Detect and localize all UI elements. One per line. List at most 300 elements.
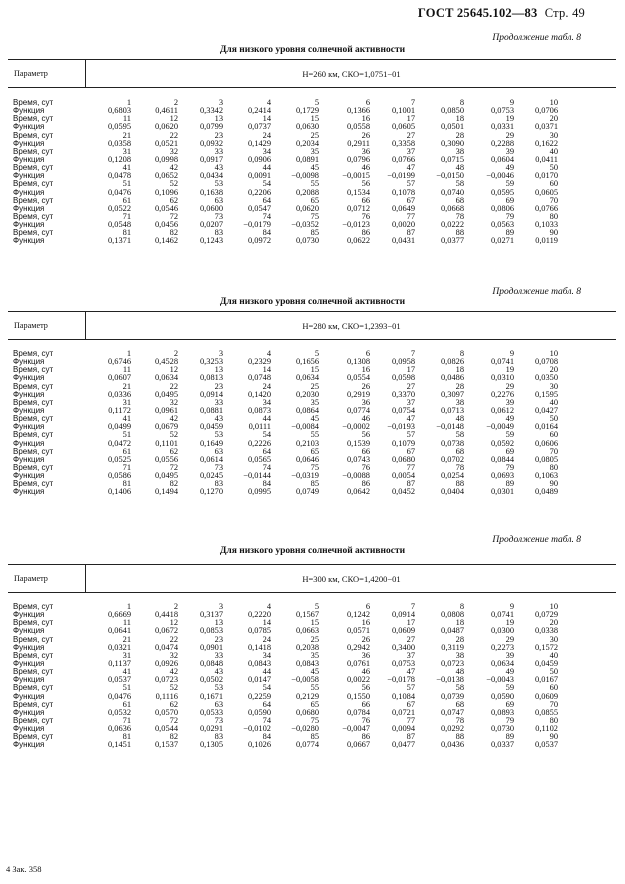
value-cell: 0,1243 <box>199 236 223 246</box>
value-cell: 0,0715 <box>440 154 464 164</box>
time-cell: 3 <box>218 602 223 611</box>
value-cell: 0,0708 <box>534 357 558 367</box>
value-cell: −0,0178 <box>387 675 415 685</box>
continuation-note-2: Продолжение табл. 8 <box>492 287 581 297</box>
time-cell: 80 <box>549 462 558 472</box>
time-cell: 24 <box>262 381 271 391</box>
row-label: Функция <box>13 487 45 497</box>
time-cell: 84 <box>262 732 271 742</box>
time-cell: 55 <box>310 683 319 693</box>
time-cell: 67 <box>406 195 415 205</box>
value-cell: 0,0222 <box>440 220 464 230</box>
time-cell: 28 <box>455 634 464 644</box>
time-cell: 74 <box>262 211 271 221</box>
time-cell: 22 <box>169 381 178 391</box>
time-cell: 83 <box>214 228 223 238</box>
row-label: Время, сут <box>13 114 54 124</box>
time-cell: 88 <box>455 732 464 742</box>
time-cell: 83 <box>214 479 223 489</box>
value-cell: 0,0917 <box>199 154 223 164</box>
time-cell: 17 <box>406 114 415 124</box>
value-cell: 0,1420 <box>247 389 271 399</box>
time-cell: 27 <box>406 130 415 140</box>
row-label: Время, сут <box>13 365 54 375</box>
time-cell: 77 <box>406 715 415 725</box>
time-cell: 11 <box>122 114 131 124</box>
time-cell: 86 <box>361 479 370 489</box>
time-cell: 48 <box>455 667 464 677</box>
value-cell: 0,0730 <box>295 236 319 246</box>
row-label: Функция <box>13 154 45 164</box>
value-cell: 0,0371 <box>534 122 558 132</box>
value-cell: 0,1406 <box>107 487 131 497</box>
time-cell: 53 <box>214 430 223 440</box>
value-cell: 0,0784 <box>346 707 370 717</box>
row-label: Функция <box>13 658 45 668</box>
value-cell: 0,0932 <box>199 138 223 148</box>
row-label: Функция <box>13 187 45 197</box>
time-cell: 30 <box>549 381 558 391</box>
value-cell: 0,0489 <box>534 487 558 497</box>
time-cell: 83 <box>214 732 223 742</box>
time-cell: 33 <box>214 397 223 407</box>
page-number: Стр. 49 <box>544 6 585 20</box>
row-label: Время, сут <box>13 430 54 440</box>
value-cell: 0,0679 <box>154 422 178 432</box>
value-cell: 0,4528 <box>154 357 178 367</box>
time-cell: 68 <box>455 195 464 205</box>
time-cell: 9 <box>509 98 514 107</box>
value-cell: 0,1671 <box>199 691 223 701</box>
value-cell: 0,3358 <box>391 138 415 148</box>
time-cell: 46 <box>361 667 370 677</box>
value-cell: 0,1649 <box>199 438 223 448</box>
row-label: Время, сут <box>13 98 54 107</box>
value-cell: 0,0604 <box>490 154 514 164</box>
time-cell: 1 <box>126 602 131 611</box>
value-cell: −0,0150 <box>436 171 464 181</box>
value-cell: −0,0084 <box>291 422 319 432</box>
value-cell: 0,0914 <box>199 389 223 399</box>
value-cell: 0,0761 <box>346 658 370 668</box>
row-label: Функция <box>13 122 45 132</box>
value-cell: 0,0605 <box>534 187 558 197</box>
time-cell: 85 <box>310 479 319 489</box>
time-cell: 20 <box>549 365 558 375</box>
row-label: Время, сут <box>13 228 54 238</box>
time-cell: 82 <box>169 479 178 489</box>
value-cell: 0,0796 <box>346 154 370 164</box>
value-cell: 0,0813 <box>199 373 223 383</box>
time-cell: 2 <box>173 98 178 107</box>
param-header: Параметр <box>8 60 86 87</box>
value-cell: 0,0595 <box>490 187 514 197</box>
value-cell: 0,0844 <box>490 454 514 464</box>
value-cell: 0,2226 <box>247 438 271 448</box>
time-cell: 61 <box>122 195 131 205</box>
time-cell: 84 <box>262 479 271 489</box>
time-cell: 90 <box>549 479 558 489</box>
time-cell: 41 <box>122 163 131 173</box>
value-cell: 0,0600 <box>199 203 223 213</box>
time-cell: 76 <box>361 715 370 725</box>
value-cell: 0,2414 <box>247 106 271 116</box>
time-cell: 33 <box>214 146 223 156</box>
value-cell: −0,0179 <box>243 220 271 230</box>
value-cell: 0,0753 <box>391 658 415 668</box>
value-cell: 0,0091 <box>247 171 271 181</box>
time-cell: 41 <box>122 667 131 677</box>
time-cell: 46 <box>361 414 370 424</box>
value-cell: 0,1102 <box>535 724 558 734</box>
value-cell: 0,0749 <box>295 487 319 497</box>
value-cell: −0,0046 <box>486 171 514 181</box>
value-cell: 0,0427 <box>534 405 558 415</box>
altitude-header: H=260 км, СКО=1,0751−01 <box>302 68 401 79</box>
time-cell: 26 <box>361 381 370 391</box>
time-cell: 31 <box>122 650 131 660</box>
value-cell: 0,1418 <box>247 642 271 652</box>
time-cell: 64 <box>262 195 271 205</box>
value-cell: −0,0088 <box>342 471 370 481</box>
value-cell: 0,0544 <box>154 724 178 734</box>
value-cell: 0,0533 <box>199 707 223 717</box>
time-cell: 47 <box>406 414 415 424</box>
time-cell: 87 <box>406 479 415 489</box>
value-cell: 0,0741 <box>490 610 514 620</box>
value-cell: 0,0501 <box>440 122 464 132</box>
value-cell: 0,1101 <box>155 438 178 448</box>
time-cell: 32 <box>169 146 178 156</box>
value-cell: 0,2103 <box>295 438 319 448</box>
time-cell: 22 <box>169 130 178 140</box>
time-cell: 62 <box>169 195 178 205</box>
row-label: Функция <box>13 357 45 367</box>
time-cell: 44 <box>262 667 271 677</box>
value-cell: 0,0667 <box>346 740 370 750</box>
value-cell: −0,0002 <box>342 422 370 432</box>
time-cell: 2 <box>173 602 178 611</box>
value-cell: 0,2942 <box>346 642 370 652</box>
time-cell: 54 <box>262 683 271 693</box>
time-cell: 18 <box>455 618 464 628</box>
row-label: Функция <box>13 454 45 464</box>
value-cell: 0,0377 <box>440 236 464 246</box>
value-cell: 0,0693 <box>490 471 514 481</box>
value-cell: 0,0612 <box>490 405 514 415</box>
value-cell: 0,0556 <box>154 454 178 464</box>
value-cell: 0,1539 <box>346 438 370 448</box>
value-cell: 0,0020 <box>391 220 415 230</box>
value-cell: 0,3119 <box>441 642 464 652</box>
time-cell: 10 <box>549 349 558 358</box>
time-cell: 77 <box>406 211 415 221</box>
time-cell: 7 <box>410 98 415 107</box>
row-label: Функция <box>13 642 45 652</box>
time-cell: 8 <box>459 349 464 358</box>
value-cell: 0,0646 <box>295 454 319 464</box>
time-cell: 34 <box>262 650 271 660</box>
value-cell: 0,0452 <box>391 487 415 497</box>
time-cell: 72 <box>169 462 178 472</box>
table-body <box>0 99 625 246</box>
time-cell: 38 <box>455 146 464 156</box>
value-cell: −0,0280 <box>291 724 319 734</box>
value-cell: 0,0271 <box>490 236 514 246</box>
time-cell: 67 <box>406 699 415 709</box>
time-cell: 64 <box>262 699 271 709</box>
value-cell: 0,0477 <box>391 740 415 750</box>
value-cell: 0,0901 <box>199 642 223 652</box>
value-cell: 0,0706 <box>534 106 558 116</box>
value-cell: 0,1429 <box>247 138 271 148</box>
value-cell: −0,0047 <box>342 724 370 734</box>
value-cell: 0,0649 <box>391 203 415 213</box>
row-label: Функция <box>13 707 45 717</box>
table-body <box>0 603 625 750</box>
value-cell: 0,0747 <box>440 707 464 717</box>
value-cell: 0,0805 <box>534 454 558 464</box>
value-cell: 0,0848 <box>199 658 223 668</box>
document-title: ГОСТ 25645.102—83 <box>417 6 538 20</box>
value-cell: 0,0843 <box>247 658 271 668</box>
row-label: Функция <box>13 405 45 415</box>
value-cell: 0,0054 <box>391 471 415 481</box>
time-cell: 13 <box>214 365 223 375</box>
value-cell: −0,0123 <box>342 220 370 230</box>
time-cell: 74 <box>262 462 271 472</box>
time-cell: 20 <box>549 114 558 124</box>
value-cell: 0,2329 <box>247 357 271 367</box>
time-cell: 54 <box>262 179 271 189</box>
value-cell: 0,0590 <box>490 691 514 701</box>
altitude-header: H=300 км, СКО=1,4200−01 <box>302 573 401 584</box>
param-header: Параметр <box>8 312 86 339</box>
value-cell: 0,3342 <box>199 106 223 116</box>
value-cell: −0,0058 <box>291 675 319 685</box>
time-cell: 56 <box>361 430 370 440</box>
time-cell: 50 <box>549 163 558 173</box>
time-cell: 65 <box>310 195 319 205</box>
time-cell: 48 <box>455 414 464 424</box>
time-cell: 78 <box>455 715 464 725</box>
time-cell: 78 <box>455 462 464 472</box>
value-cell: 0,1656 <box>295 357 319 367</box>
value-cell: 0,1172 <box>108 405 131 415</box>
time-cell: 5 <box>314 602 319 611</box>
value-cell: 0,0853 <box>199 626 223 636</box>
row-label: Время, сут <box>13 602 54 611</box>
value-cell: 0,0337 <box>490 740 514 750</box>
time-cell: 21 <box>122 634 131 644</box>
time-cell: 72 <box>169 211 178 221</box>
row-label: Функция <box>13 373 45 383</box>
time-cell: 60 <box>549 430 558 440</box>
time-cell: 51 <box>122 683 131 693</box>
value-cell: 0,2273 <box>490 642 514 652</box>
row-label: Функция <box>13 422 45 432</box>
value-cell: 0,0998 <box>154 154 178 164</box>
value-cell: 0,0723 <box>440 658 464 668</box>
time-cell: 59 <box>505 430 514 440</box>
value-cell: 0,0495 <box>154 471 178 481</box>
value-cell: 0,0914 <box>391 610 415 620</box>
value-cell: 0,0766 <box>534 203 558 213</box>
time-cell: 56 <box>361 179 370 189</box>
value-cell: 0,1208 <box>107 154 131 164</box>
value-cell: 0,0729 <box>534 610 558 620</box>
time-cell: 14 <box>262 618 271 628</box>
value-cell: 0,1595 <box>534 389 558 399</box>
time-cell: 22 <box>169 634 178 644</box>
time-cell: 87 <box>406 228 415 238</box>
value-cell: 0,2038 <box>295 642 319 652</box>
value-cell: 0,0336 <box>107 389 131 399</box>
time-cell: 79 <box>505 211 514 221</box>
time-cell: 16 <box>361 365 370 375</box>
value-cell: 0,0300 <box>490 626 514 636</box>
value-cell: 0,0310 <box>490 373 514 383</box>
value-cell: 0,0680 <box>391 454 415 464</box>
value-cell: 0,2206 <box>247 187 271 197</box>
time-cell: 36 <box>361 397 370 407</box>
row-label: Время, сут <box>13 195 54 205</box>
value-cell: −0,0102 <box>243 724 271 734</box>
value-cell: 0,0472 <box>107 438 131 448</box>
time-cell: 49 <box>505 667 514 677</box>
row-label: Функция <box>13 171 45 181</box>
time-cell: 15 <box>310 618 319 628</box>
time-cell: 30 <box>549 634 558 644</box>
time-cell: 65 <box>310 446 319 456</box>
value-cell: 0,0766 <box>391 154 415 164</box>
time-cell: 89 <box>505 479 514 489</box>
value-cell: 0,0864 <box>295 405 319 415</box>
value-cell: 0,0164 <box>534 422 558 432</box>
time-cell: 58 <box>455 683 464 693</box>
section-title-1: Для низкого уровня солнечной активности <box>219 45 406 55</box>
value-cell: 0,6803 <box>107 106 131 116</box>
time-cell: 69 <box>505 699 514 709</box>
value-cell: −0,0015 <box>342 171 370 181</box>
time-cell: 71 <box>122 715 131 725</box>
time-cell: 43 <box>214 667 223 677</box>
value-cell: 0,1622 <box>534 138 558 148</box>
value-cell: 0,0663 <box>295 626 319 636</box>
table-header-3 <box>8 564 616 593</box>
row-label: Функция <box>13 675 45 685</box>
value-cell: 0,0554 <box>346 373 370 383</box>
value-cell: 0,1572 <box>534 642 558 652</box>
value-cell: 0,0590 <box>247 707 271 717</box>
time-cell: 52 <box>169 683 178 693</box>
value-cell: 0,0609 <box>391 626 415 636</box>
row-label: Функция <box>13 438 45 448</box>
time-cell: 57 <box>406 683 415 693</box>
value-cell: 0,0850 <box>440 106 464 116</box>
value-cell: 0,0521 <box>154 138 178 148</box>
time-cell: 29 <box>505 130 514 140</box>
time-cell: 39 <box>505 397 514 407</box>
time-cell: 80 <box>549 211 558 221</box>
value-cell: 0,0563 <box>490 220 514 230</box>
value-cell: 0,3370 <box>391 389 415 399</box>
row-label: Время, сут <box>13 634 54 644</box>
time-cell: 78 <box>455 211 464 221</box>
time-cell: 75 <box>310 715 319 725</box>
value-cell: 0,2259 <box>247 691 271 701</box>
value-cell: 0,0411 <box>535 154 558 164</box>
time-cell: 66 <box>361 699 370 709</box>
value-cell: 0,0570 <box>154 707 178 717</box>
time-cell: 32 <box>169 397 178 407</box>
value-cell: 0,0774 <box>295 740 319 750</box>
function-row <box>0 741 625 749</box>
time-cell: 77 <box>406 462 415 472</box>
value-cell: 0,1084 <box>391 691 415 701</box>
value-cell: 0,0753 <box>490 106 514 116</box>
value-cell: 0,0748 <box>247 373 271 383</box>
time-cell: 57 <box>406 430 415 440</box>
time-cell: 13 <box>214 114 223 124</box>
time-cell: 4 <box>266 98 271 107</box>
row-label: Время, сут <box>13 349 54 358</box>
time-cell: 6 <box>365 349 370 358</box>
time-cell: 50 <box>549 667 558 677</box>
time-cell: 39 <box>505 146 514 156</box>
time-cell: 40 <box>549 146 558 156</box>
value-cell: 0,2919 <box>346 389 370 399</box>
value-cell: 0,1033 <box>534 220 558 230</box>
time-cell: 3 <box>218 349 223 358</box>
time-cell: 36 <box>361 650 370 660</box>
time-cell: 19 <box>505 618 514 628</box>
time-cell: 19 <box>505 114 514 124</box>
time-cell: 48 <box>455 163 464 173</box>
value-cell: 0,0641 <box>107 626 131 636</box>
value-cell: 0,0614 <box>199 454 223 464</box>
time-cell: 74 <box>262 715 271 725</box>
row-label: Время, сут <box>13 146 54 156</box>
function-row <box>0 237 625 245</box>
value-cell: 0,0525 <box>107 454 131 464</box>
time-cell: 23 <box>214 130 223 140</box>
value-cell: 0,0721 <box>391 707 415 717</box>
value-cell: 0,1308 <box>346 357 370 367</box>
value-cell: 0,0738 <box>440 438 464 448</box>
value-cell: 0,0537 <box>534 740 558 750</box>
row-label: Время, сут <box>13 732 54 742</box>
time-cell: 62 <box>169 699 178 709</box>
time-cell: 1 <box>126 349 131 358</box>
time-cell: 37 <box>406 146 415 156</box>
time-cell: 13 <box>214 618 223 628</box>
row-label: Функция <box>13 389 45 399</box>
time-cell: 14 <box>262 114 271 124</box>
time-cell: 43 <box>214 414 223 424</box>
time-cell: 25 <box>310 634 319 644</box>
value-cell: 0,2276 <box>490 389 514 399</box>
value-cell: 0,4611 <box>155 106 178 116</box>
time-cell: 79 <box>505 462 514 472</box>
time-cell: 6 <box>365 602 370 611</box>
value-cell: 0,2911 <box>347 138 370 148</box>
time-cell: 63 <box>214 195 223 205</box>
time-cell: 85 <box>310 228 319 238</box>
value-cell: 0,2030 <box>295 389 319 399</box>
value-cell: 0,0456 <box>154 220 178 230</box>
value-cell: 0,0607 <box>107 373 131 383</box>
